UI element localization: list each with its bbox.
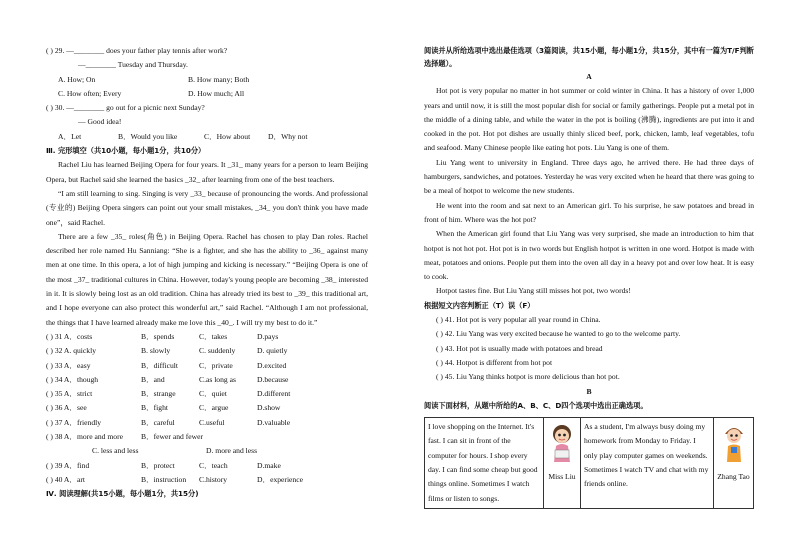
question-29-options-row1 bbox=[46, 73, 368, 87]
right-column bbox=[424, 44, 754, 509]
passage-a-paragraph-2: Liu Yang went to university in England. Three days ago, he arrived there. He had three days of hamburgers, sandwiches, and potatoes. Yesterday he was very excited when he heard that there was going to be a meal of hotpot to welcome the new students. bbox=[424, 157, 754, 196]
cloze-option-num: ( ) 39 A．find bbox=[46, 460, 90, 470]
cloze-option-num: ( ) 32 A. quickly bbox=[46, 346, 96, 356]
passage-b-table bbox=[424, 417, 754, 509]
cloze-option-num: ( ) 36 A．see bbox=[46, 403, 87, 413]
cloze-paragraph-2: “I am still learning to sing. Singing is very _33_ because of pronouncing the words. And professional (专业的) Beijing Opera singers can point out your small mistakes, _34_ you don't think you have made one”，said Rachel. bbox=[46, 188, 368, 227]
option-b: B. How many; Both bbox=[188, 74, 250, 84]
cloze-option-c: C．private bbox=[199, 360, 233, 370]
zhang-tao-text: As a student, I'm always busy doing my homework from Monday to Friday. I only play computer games on weekends. Sometimes I watch TV and chat with my friends online. bbox=[581, 418, 714, 509]
passage-a-paragraph-4: When the American girl found that Liu Yang was very surprised, she made an introduction to him that hotpot is not hot pot. Hot pot is in two words but English hotpot is written in one word. Hotpot is made with meat, potatoes and onions. People put them into the oven all day in a heavy pot and over low heat. It is easy to cook. bbox=[424, 229, 754, 282]
cloze-option-b: B．fewer and fewer bbox=[141, 432, 203, 442]
passage-b-instructions: 阅读下面材料，从题中所给的A、B、C、D四个选项中选出正确选项。 bbox=[424, 400, 648, 410]
cloze-option-row bbox=[46, 401, 368, 415]
option-a: A．Let bbox=[58, 131, 82, 141]
cloze-option-b: B．protect bbox=[141, 460, 175, 470]
miss-liu-text: I love shopping on the Internet. It's fast. I can sit in front of the computer for hours. I shop every day. I can find some cheap but good things online. Sometimes I watch films or listen to songs. bbox=[425, 418, 544, 509]
question-30-stem: ( ) 30. —________ go out for a picnic next Sunday? bbox=[46, 103, 205, 113]
cloze-option-b: B．instruction bbox=[141, 474, 187, 484]
cloze-option-row bbox=[46, 359, 368, 373]
true-false-title: 根据短文内容判断正（T）误（F） bbox=[424, 300, 535, 310]
cloze-option-b: B. slowly bbox=[141, 346, 171, 356]
cloze-option-row bbox=[46, 459, 368, 473]
cloze-option-d: D. quietly bbox=[257, 346, 288, 356]
passage-b-label: B bbox=[586, 386, 592, 396]
section-3-title: Ⅲ. 完形填空（共10小题，每小题1分，共10分） bbox=[46, 146, 206, 156]
cloze-paragraph-1: Rachel Liu has learned Beijing Opera for four years. It _31_ many years for a person to learn Beijing Opera, but Rachel said she learned the basics _32_ after learning from one of the best teachers. bbox=[46, 160, 368, 184]
passage-a-paragraph-1: Hot pot is very popular no matter in hot summer or cold winter in China. It has a history of over 1,000 years and until now, it is still the most popular dish for social or family gatherings. People put a metal pot in the middle of a dining table, and while the water in the pot is boiling (沸腾), ingredients are put into it and cooked in the pot. Hot pot dishes are usually thinly sliced beef, pork, chicken, lamb, leaf vegetables, tofu and seafood. Many Chinese people like eating hot pots. Liu Yang is one of them. bbox=[424, 86, 754, 153]
cloze-option-row bbox=[46, 387, 368, 401]
cloze-option-c: C. less and less bbox=[92, 446, 139, 456]
question-30-options bbox=[46, 130, 368, 144]
cloze-option-num: ( ) 37 A．friendly bbox=[46, 417, 102, 427]
option-c: C．How about bbox=[204, 131, 251, 141]
cloze-option-num: ( ) 34 A．though bbox=[46, 374, 99, 384]
cloze-option-d: D.show bbox=[257, 403, 281, 413]
option-d: D．Why not bbox=[268, 131, 308, 141]
cloze-option-c: C．quiet bbox=[199, 389, 227, 399]
question-30-reply: — Good idea! bbox=[78, 117, 122, 127]
cloze-option-d: D.make bbox=[257, 460, 281, 470]
section-4-title: Ⅳ. 阅读理解(共15小题，每小题1分，共15分) bbox=[46, 489, 199, 499]
cloze-option-b: B．difficult bbox=[141, 360, 178, 370]
cloze-option-row-continued bbox=[46, 444, 368, 458]
boy-cartoon-icon bbox=[719, 422, 749, 462]
cloze-option-c: C．takes bbox=[199, 331, 228, 341]
cloze-option-row bbox=[46, 416, 368, 430]
cloze-option-b: B．fight bbox=[141, 403, 169, 413]
cloze-option-d: D.valuable bbox=[257, 417, 291, 427]
woman-cartoon-icon bbox=[547, 422, 577, 462]
cloze-option-num: ( ) 31 A．costs bbox=[46, 331, 93, 341]
option-a: A. How; On bbox=[58, 74, 96, 84]
cloze-option-num: ( ) 40 A．art bbox=[46, 474, 86, 484]
cloze-paragraph-3: There are a few _35_ roles(角色) in Beijing Opera. Rachel has chosen to play Dan roles. Rachel described her role named Hu Sanniang: “She is a fighter, and she has the ability to _36_ against many men at one time. In this opera, a lot of high jumping and kicking is necessary.” “Beijing Opera is one of the most _37_ traditional cultures in China. However, today's young people are becoming _38_ interested in it. It is slowly being lost as an old tradition. China has already tried its best to _39_ this traditional art, and I hope everyone can also protect this wonderful art,” said Rachel. “Although I am not professional, the things that I have learned already make me love this _40_. I will try my best to do it.” bbox=[46, 231, 368, 327]
cloze-option-row bbox=[46, 344, 368, 358]
cloze-option-row bbox=[46, 473, 368, 487]
cloze-option-c: C.useful bbox=[199, 417, 225, 427]
zhang-tao-name: Zhang Tao bbox=[717, 472, 750, 482]
option-b: B．Would you like bbox=[118, 131, 178, 141]
miss-liu-name: Miss Liu bbox=[548, 472, 576, 482]
question-29-stem: ( ) 29. —________ does your father play tennis after work? bbox=[46, 46, 228, 55]
zhang-tao-cell bbox=[714, 418, 754, 509]
cloze-option-b: B．spends bbox=[141, 331, 175, 341]
reading-instructions: 阅读并从所给选项中选出最佳选项（3篇阅读，共15小题，每小题1分，共15分，其中有一篇为T/F判断选择题）。 bbox=[424, 46, 754, 68]
cloze-option-d: D.pays bbox=[257, 331, 279, 341]
cloze-option-c: C．teach bbox=[199, 460, 228, 470]
cloze-option-b: B．careful bbox=[141, 417, 175, 427]
tf-question-41: ( ) 41. Hot pot is very popular all year round in China. bbox=[436, 315, 601, 325]
left-column bbox=[46, 44, 368, 502]
option-c: C. How often; Every bbox=[58, 88, 122, 98]
cloze-option-num: ( ) 38 A．more and more bbox=[46, 432, 123, 442]
cloze-option-c: C.history bbox=[199, 474, 228, 484]
cloze-option-d: D.because bbox=[257, 374, 289, 384]
cloze-option-b: B．and bbox=[141, 374, 165, 384]
question-29-reply: —________ Tuesday and Thursday. bbox=[78, 60, 188, 70]
cloze-option-num: ( ) 35 A．strict bbox=[46, 389, 93, 399]
question-29-options-row2 bbox=[46, 87, 368, 101]
cloze-option-c: C．argue bbox=[199, 403, 229, 413]
cloze-option-d: D.different bbox=[257, 389, 291, 399]
cloze-option-num: ( ) 33 A．easy bbox=[46, 360, 91, 370]
cloze-option-row bbox=[46, 430, 368, 444]
tf-question-42: ( ) 42. Liu Yang was very excited because he wanted to go to the welcome party. bbox=[436, 329, 681, 339]
miss-liu-cell bbox=[544, 418, 581, 509]
cloze-option-row bbox=[46, 373, 368, 387]
passage-a-label: A bbox=[586, 72, 592, 81]
cloze-option-d: D.excited bbox=[257, 360, 287, 370]
cloze-option-row bbox=[46, 330, 368, 344]
tf-question-45: ( ) 45. Liu Yang thinks hotpot is more delicious than hot pot. bbox=[436, 372, 620, 382]
cloze-options bbox=[46, 330, 368, 487]
cloze-option-d: D. more and less bbox=[206, 446, 258, 456]
passage-a-paragraph-3: He went into the room and sat next to an American girl. To his surprise, he saw potatoes and bread in front of him. Where was the hot pot? bbox=[424, 200, 754, 224]
tf-question-44: ( ) 44. Hotpot is different from hot pot bbox=[436, 357, 553, 367]
option-d: D. How much; All bbox=[188, 88, 245, 98]
passage-a-paragraph-5: Hotpot tastes fine. But Liu Yang still misses hot pot, two words! bbox=[436, 286, 631, 296]
cloze-option-b: B．strange bbox=[141, 389, 176, 399]
cloze-option-c: C. suddenly bbox=[199, 346, 236, 356]
tf-question-43: ( ) 43. Hot pot is usually made with potatoes and bread bbox=[436, 343, 603, 353]
cloze-option-d: D．experience bbox=[257, 474, 303, 484]
cloze-option-c: C.as long as bbox=[199, 374, 236, 384]
